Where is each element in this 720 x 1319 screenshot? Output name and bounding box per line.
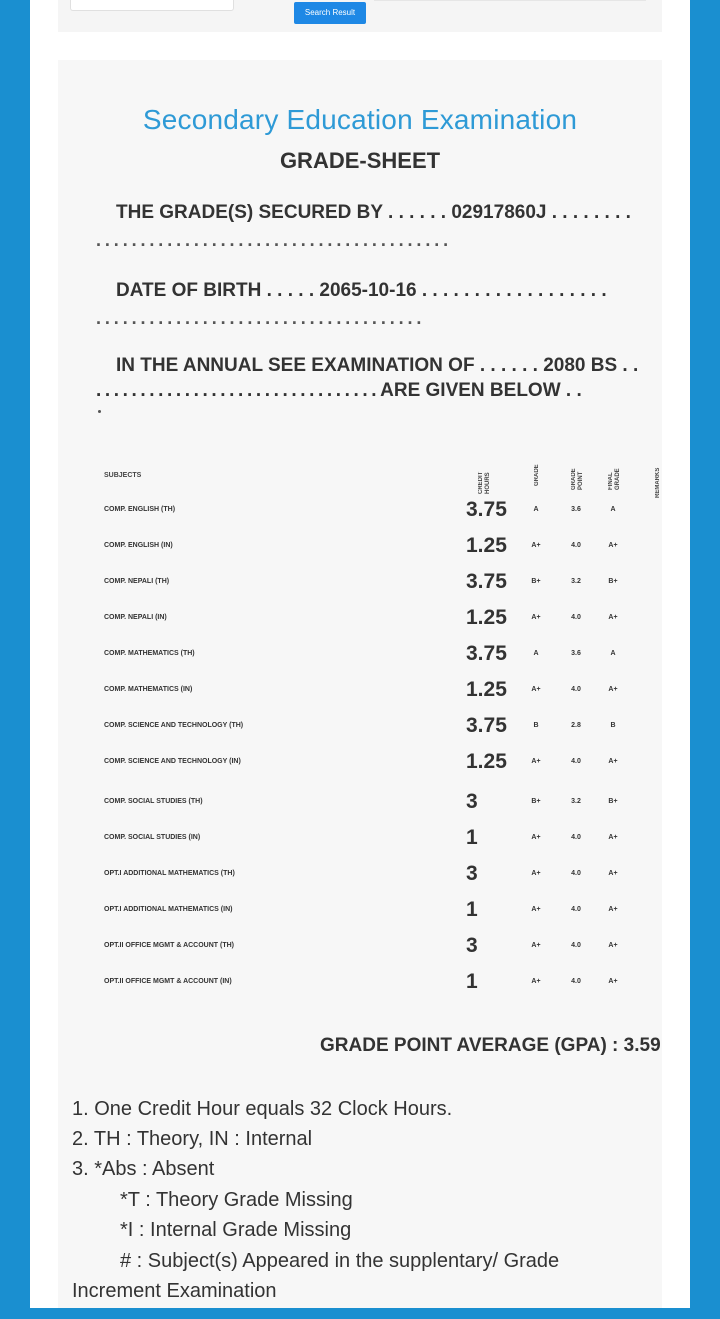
grade: A <box>533 650 539 657</box>
grade: A+ <box>531 686 541 693</box>
grade: A+ <box>531 834 541 841</box>
subject-name: OPT.II OFFICE MGMT & ACCOUNT (IN) <box>104 978 232 985</box>
credit-hours: 3 <box>466 934 478 957</box>
dob-line <box>116 280 607 302</box>
note-item: 1. One Credit Hour equals 32 Clock Hours. <box>72 1098 453 1120</box>
credit-hours: 1.25 <box>466 606 507 629</box>
dotted-line: ........................................ <box>96 230 453 250</box>
grade-point: 4.0 <box>571 906 581 913</box>
credit-hours: 3 <box>466 790 478 813</box>
grade: B+ <box>531 578 541 585</box>
final-grade: B <box>610 722 616 729</box>
subject-name: COMP. ENGLISH (TH) <box>104 506 176 513</box>
credit-hours: 3 <box>466 862 478 885</box>
subject-name: COMP. MATHEMATICS (IN) <box>104 686 193 693</box>
credit-hours: 3.75 <box>466 570 507 593</box>
subject-name: COMP. ENGLISH (IN) <box>104 542 173 549</box>
table-row <box>58 928 662 964</box>
exam-suffix: ARE GIVEN BELOW <box>380 380 561 401</box>
exam-label: IN THE ANNUAL SEE EXAMINATION OF <box>116 355 475 376</box>
dots: . . . . . . <box>382 202 452 223</box>
final-grade: A <box>610 650 616 657</box>
grade-point: 4.0 <box>571 834 581 841</box>
note-item: *I : Internal Grade Missing <box>120 1219 352 1241</box>
final-grade: A+ <box>608 758 618 765</box>
table-row <box>58 564 662 600</box>
column-credit-hours: CREDIT HOURS <box>478 471 491 494</box>
page <box>30 0 690 1308</box>
subject-name: OPT.I ADDITIONAL MATHEMATICS (IN) <box>104 906 233 913</box>
secured-by-label: THE GRADE(S) SECURED BY <box>116 202 383 223</box>
grade-point: 4.0 <box>571 686 581 693</box>
note-item: # : Subject(s) Appeared in the supplentary/ Grade <box>120 1250 560 1272</box>
credit-hours: 1 <box>466 826 478 849</box>
grade: A+ <box>531 614 541 621</box>
subject-name: COMP. SCIENCE AND TECHNOLOGY (TH) <box>104 722 244 729</box>
note-item: Increment Examination <box>72 1280 277 1302</box>
table-row <box>58 528 662 564</box>
grade-point: 4.0 <box>571 758 581 765</box>
note-item: 2. TH : Theory, IN : Internal <box>72 1128 313 1150</box>
credit-hours: 1.25 <box>466 750 507 773</box>
grade-point: 3.2 <box>571 798 581 805</box>
grade-point: 4.0 <box>571 978 581 985</box>
grade: A+ <box>531 758 541 765</box>
grade: A+ <box>531 978 541 985</box>
grade: A+ <box>531 542 541 549</box>
grade-point: 2.8 <box>571 722 581 729</box>
grade-sheet <box>58 60 662 1308</box>
credit-hours: 1 <box>466 970 478 993</box>
grade: A+ <box>531 870 541 877</box>
column-grade: GRADE <box>534 464 540 486</box>
credit-hours: 3.75 <box>466 642 507 665</box>
table-row <box>58 672 662 708</box>
dots: ................................ <box>96 380 381 401</box>
table-row <box>58 636 662 672</box>
table-row <box>58 784 662 820</box>
page-subtitle: GRADE-SHEET <box>279 148 441 173</box>
credit-hours: 3.75 <box>466 498 507 521</box>
table-row <box>58 964 662 1000</box>
note-item: *T : Theory Grade Missing <box>120 1189 353 1211</box>
note-item: 3. *Abs : Absent <box>72 1158 215 1180</box>
credit-hours: 1.25 <box>466 534 507 557</box>
search-form <box>58 0 662 32</box>
grade-point: 4.0 <box>571 614 581 621</box>
dots: . . <box>560 380 582 401</box>
table-row <box>58 892 662 928</box>
stray-dot <box>98 410 101 413</box>
subject-name: OPT.I ADDITIONAL MATHEMATICS (TH) <box>104 870 235 877</box>
subject-name: COMP. SOCIAL STUDIES (IN) <box>104 834 201 841</box>
dots: . . . . . . . . <box>546 202 631 223</box>
dotted-line: ..................................... <box>96 308 426 328</box>
grade: A+ <box>531 906 541 913</box>
final-grade: A+ <box>608 942 618 949</box>
subject-name: COMP. NEPALI (IN) <box>104 614 167 621</box>
search-result-button[interactable]: Search Result <box>294 2 366 24</box>
table-row <box>58 744 662 780</box>
symbol-number: 02917860J <box>451 202 547 223</box>
subject-name: COMP. SCIENCE AND TECHNOLOGY (IN) <box>104 758 241 765</box>
dob-label: DATE OF BIRTH <box>116 280 262 301</box>
final-grade: A+ <box>608 978 618 985</box>
dots: . . . . . . . . . . . . . . . . . . <box>416 280 607 301</box>
date-of-birth-input[interactable] <box>374 0 646 1</box>
final-grade: A+ <box>608 614 618 621</box>
exam-line-2 <box>96 380 582 402</box>
subject-name: COMP. SOCIAL STUDIES (TH) <box>104 798 203 805</box>
column-remarks: REMARKS <box>655 467 661 498</box>
grade-point: 4.0 <box>571 942 581 949</box>
subject-name: COMP. NEPALI (TH) <box>104 578 170 585</box>
final-grade: A+ <box>608 906 618 913</box>
dots: . . . . . . <box>474 355 544 376</box>
final-grade: A+ <box>608 834 618 841</box>
credit-hours: 1 <box>466 898 478 921</box>
credit-hours: 3.75 <box>466 714 507 737</box>
table-row <box>58 708 662 744</box>
bottom-border <box>0 1308 720 1319</box>
gpa-summary: GRADE POINT AVERAGE (GPA) : 3.59 <box>320 1035 661 1056</box>
final-grade: A+ <box>608 542 618 549</box>
grade: B+ <box>531 798 541 805</box>
dots: . . . . . <box>261 280 320 301</box>
grade: A <box>533 506 539 513</box>
secured-by-line <box>116 202 631 224</box>
table-row <box>58 600 662 636</box>
subject-name: OPT.II OFFICE MGMT & ACCOUNT (TH) <box>104 942 235 949</box>
final-grade: A+ <box>608 686 618 693</box>
subject-name: COMP. MATHEMATICS (TH) <box>104 650 195 657</box>
credit-hours: 1.25 <box>466 678 507 701</box>
symbol-number-input[interactable] <box>70 0 234 11</box>
exam-line <box>116 355 638 377</box>
column-grade-point: GRADE POINT <box>571 468 584 490</box>
exam-year: 2080 BS <box>543 355 618 376</box>
column-subjects: SUBJECTS <box>104 472 142 479</box>
grade-point: 3.2 <box>571 578 581 585</box>
grade-point: 4.0 <box>571 542 581 549</box>
grade: A+ <box>531 942 541 949</box>
column-final-grade: FINAL GRADE <box>608 468 621 490</box>
final-grade: B+ <box>608 578 618 585</box>
final-grade: A <box>610 506 616 513</box>
grade: B <box>533 722 539 729</box>
final-grade: B+ <box>608 798 618 805</box>
grade-point: 4.0 <box>571 870 581 877</box>
grade-point: 3.6 <box>571 650 581 657</box>
table-row <box>58 856 662 892</box>
table-row <box>58 492 662 528</box>
page-title: Secondary Education Examination <box>142 104 578 135</box>
dots: . . <box>617 355 639 376</box>
table-row <box>58 820 662 856</box>
final-grade: A+ <box>608 870 618 877</box>
dob-value: 2065-10-16 <box>319 280 417 301</box>
grade-point: 3.6 <box>571 506 581 513</box>
